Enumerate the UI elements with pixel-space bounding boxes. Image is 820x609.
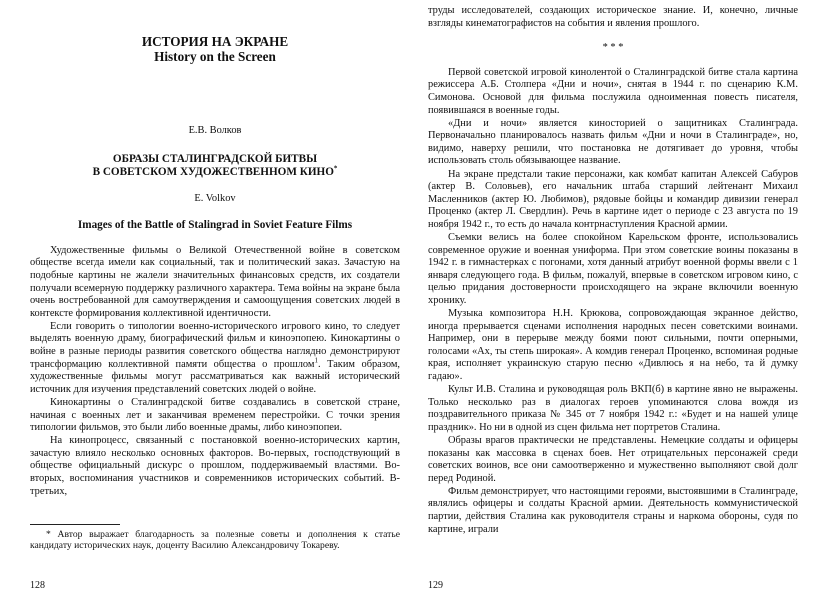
footnote-ref: 1	[314, 356, 318, 365]
paragraph-text: . Таким образом, художественные фильмы могут рассматриваться как важный исторический источник для изучения представлений советских людей о войне.	[30, 358, 400, 395]
article-title-en: Images of the Battle of Stalingrad in Soviet Feature Films	[77, 218, 353, 231]
paragraph: Кинокартины о Сталинградской битве создавались в советской стране, начиная с военных лет и заканчивая временем перестройки. С точки зрения типологии фильмов, это были либо военные драмы, либо киноэпопеи.	[30, 396, 400, 434]
page-number: 129	[428, 580, 443, 591]
paragraph: Фильм демонстрирует, что настоящими героями, выстоявшими в Сталинграде, являлись офицеры и солдаты Красной армии. Деятельность коммунистической партии, действия Сталина как руководителя страны и наркома обороны, судя по картине, играли	[428, 485, 798, 535]
paragraph: Художественные фильмы о Великой Отечественной войне в советском обществе всегда имели как социальный, так и политический заказ. Зачастую на подобные картины не жалели значительных финансовых средств, их создатели получали всемерную поддержку различного характера. Тема войны на экране была очень востребованной для самоутверждения и самоощущения советских людей в контексте формирования коллективной идентичности.	[30, 244, 400, 319]
paragraph	[30, 321, 400, 397]
article-title-line-2	[30, 166, 400, 179]
section-separator: * * *	[602, 42, 624, 54]
footnote-marker: *	[333, 164, 338, 173]
article-body-right	[428, 5, 798, 536]
footnote-block	[30, 524, 400, 552]
author-en: E. Volkov	[194, 193, 236, 204]
paragraph: Образы врагов практически не представлены. Немецкие солдаты и офицеры показаны как массовка в сценах боев. Нет отрицательных персонажей среди советских воинов, все они самоотверженно и мужественно выполняют свой долг перед Родиной.	[428, 435, 798, 484]
right-page	[428, 0, 798, 609]
article-title-line-1: ОБРАЗЫ СТАЛИНГРАДСКОЙ БИТВЫ	[112, 152, 318, 165]
paragraph: Первой советской игровой кинолентой о Сталинградской битве стала картина режиссера А.Б. Столпера «Дни и ночи», снятая в 1944 г. по сценарию К.М. Симонова. Основой для фильма послужила одноименная повесть писателя, появившаяся в военные годы.	[428, 66, 798, 116]
page-number: 128	[30, 580, 45, 591]
paragraph: На кинопроцесс, связанный с постановкой военно-исторических картин, зачастую влияло несколько основных факторов. Во-первых, господствующий в обществе официальный дискурс о прошлом, поддерживаемый властями. Во-вторых, воспоминания участников и современников исторических событий. В-третьих,	[30, 435, 400, 497]
paragraph: Съемки велись на более спокойном Карельском фронте, использовались современное оружие и военная униформа. При этом советские воины показаны в 1942 г. в гимнастерках с погонами, хотя данный атрибут военной формы ввели с 1 января следующего года. В фильм, пожалуй, впервые в советском игровом кино, с целью придания достоверности происходящего на экране включили военную хронику.	[428, 232, 798, 306]
paragraph: Культ И.В. Сталина и руководящая роль ВКП(б) в картине явно не выражены. Только несколько раз в диалогах героев упоминаются слова вождя из поздравительного приказа № 345 от 7 ноября 1942 г.: «Будет и на нашей улице праздник». Но ни в одной из сцен фильма нет портретов Сталина.	[428, 384, 798, 433]
footnote-divider	[30, 524, 120, 525]
article-title-text: В СОВЕТСКОМ ХУДОЖЕСТВЕННОМ КИНО	[92, 165, 334, 178]
paragraph: На экране предстали такие персонажи, как комбат капитан Алексей Сабуров (актер В. Соловьев), его начальник штаба старший лейтенант Михаил Масленников (актер Ю. Любимов), рядовые бойцы и командир дивизии генерал Проценко (актер Л. Свердлин). Речь в картине идет о периоде с 23 августа по 19 ноября 1942 г., то есть до начала контрнаступления Красной армии.	[428, 168, 798, 230]
series-title: ИСТОРИЯ НА ЭКРАНЕ	[141, 34, 289, 49]
left-page	[30, 0, 400, 609]
paragraph-text: Если говорить о типологии военно-исторического игрового кино, то следует выделять военную драму, биографический фильм и киноэпопею. Кинокартины о войне в разные периоды развития советского общества наглядно демонстрируют трансформацию коллективной памяти общества о прошлом	[30, 320, 400, 370]
paragraph: труды исследователей, создающих историческое знание. И, конечно, личные взгляды кинематографистов на события и явления прошлого.	[428, 5, 798, 29]
author-ru: Е.В. Волков	[188, 125, 242, 136]
footnote-text: * Автор выражает благодарность за полезные советы и дополнения к статье кандидату исторических наук, доценту Василию Александровичу Токареву.	[30, 529, 400, 552]
series-title-en: History on the Screen	[154, 49, 276, 64]
article-body-left	[30, 245, 400, 498]
paragraph: Музыка композитора Н.Н. Крюкова, сопровождающая экранное действо, иногда прерывается сценами исполнения народных песен советскими воинами. Например, они в перерыве между боями поют сильными, почти оперными, голосами «Ах, ты степь широкая». А комдив генерал Проценко, вспоминая родные края, исполняет украинскую старую песню «Дивлюсь я на небо, та й думку гадаю».	[428, 308, 798, 383]
paragraph: «Дни и ночи» является киносторией о защитниках Сталинграда. Первоначально планировалось назвать фильм «Дни и ночи в Сталинграде», но, видимо, наверху решили, что постановка не дотягивает до уровня, чтобы использовать столь обязывающее название.	[428, 117, 798, 167]
